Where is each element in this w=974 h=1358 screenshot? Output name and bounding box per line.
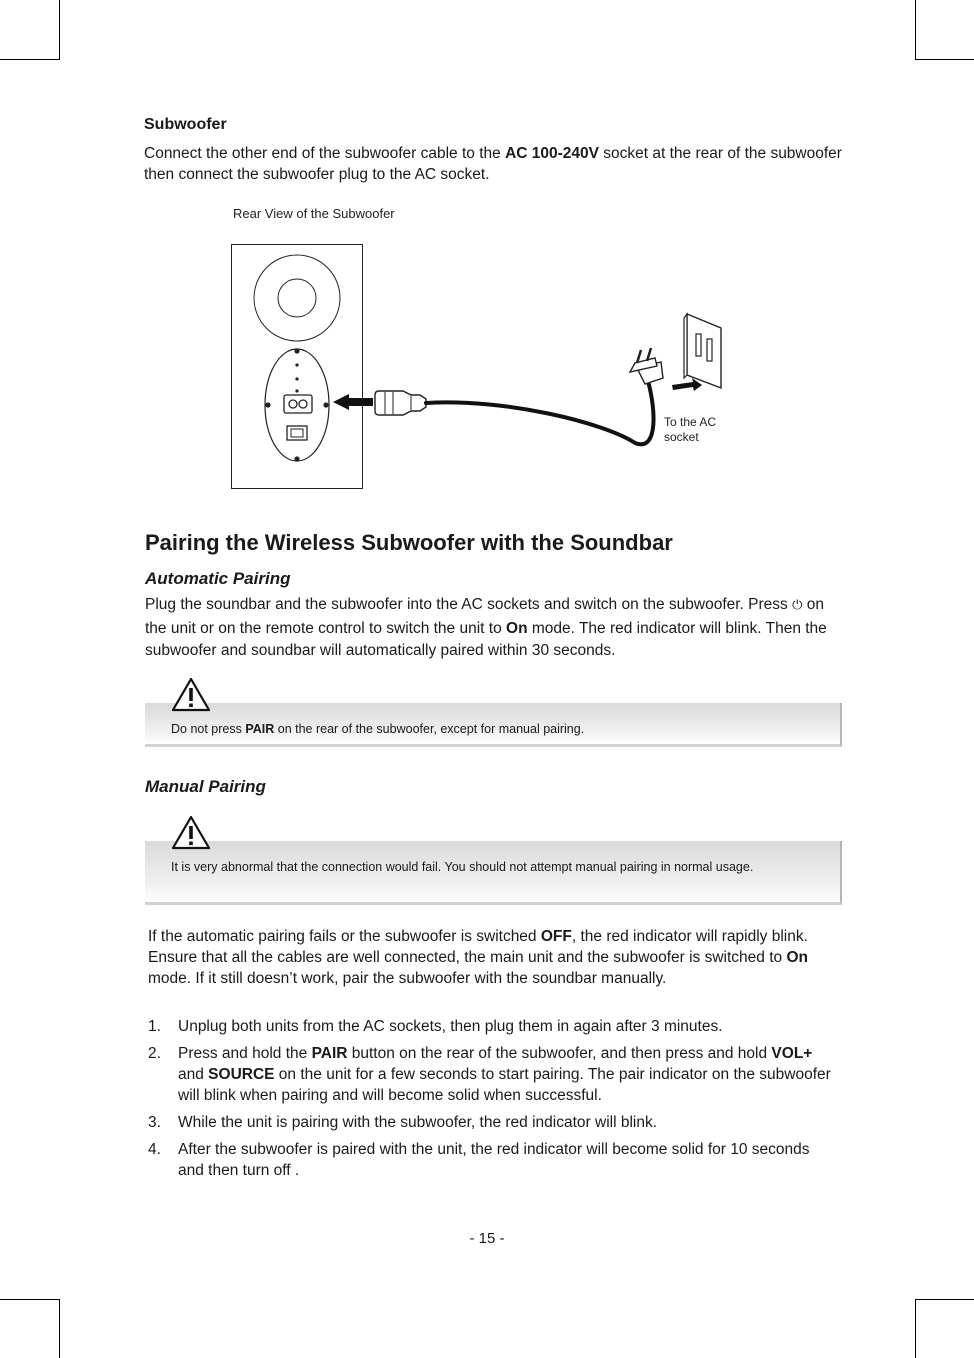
auto-note-text: [171, 720, 811, 738]
step-3: [148, 1112, 838, 1133]
manual-text-c: mode. If it still doesn’t work, pair the subwoofer with the soundbar manually.: [148, 970, 667, 987]
socket-slot-right: [707, 339, 712, 361]
screw-left: [265, 402, 270, 407]
screw-top: [294, 348, 299, 353]
subwoofer-connection-paragraph: [144, 143, 844, 185]
step-text-d: on the unit for a few seconds to start pairing. The pair indicator on the subwoofer will blink when pairing and will become solid when successful.: [178, 1066, 831, 1104]
on-mode-label: On: [506, 619, 528, 637]
page-number: - 15 -: [469, 1230, 505, 1247]
manual-steps-list: [148, 1016, 838, 1187]
crop-mark-bl-h: [0, 1299, 60, 1300]
step-number: 3.: [148, 1114, 161, 1131]
vol-plus-label: VOL+: [771, 1045, 813, 1062]
step-text: While the unit is pairing with the subwoofer, the red indicator will blink.: [178, 1114, 658, 1131]
manual-text-b: , the red indicator will rapidly blink. Ensure that all the cables are well connected, the main unit and the subwoofer is switched to: [148, 928, 808, 966]
socket-spec: AC 100-240V: [505, 145, 599, 162]
step-4: [148, 1139, 838, 1181]
indicator-led-2: [295, 377, 298, 380]
crop-mark-tl-v: [59, 0, 60, 60]
warning-icon: [171, 815, 211, 851]
figure-caption: Rear View of the Subwoofer: [233, 206, 395, 221]
screw-bottom: [294, 456, 299, 461]
power-switch-rocker: [291, 429, 303, 437]
crop-mark-tr-v: [915, 0, 916, 60]
step-text: After the subwoofer is paired with the unit, the red indicator will become solid for 10 seconds and then turn off .: [178, 1141, 810, 1179]
manual-pairing-paragraph: [148, 926, 838, 989]
pair-button-label: PAIR: [245, 722, 275, 736]
step-text-b: button on the rear of the subwoofer, and then press and hold: [347, 1045, 772, 1062]
crop-mark-br-h: [915, 1299, 974, 1300]
indicator-led-1: [295, 363, 298, 366]
power-icon: ⏻: [792, 598, 803, 613]
screw-right: [323, 402, 328, 407]
ac-inlet-pin-right: [299, 400, 307, 408]
manual-pairing-note: [145, 841, 842, 905]
subwoofer-heading: Subwoofer: [144, 116, 227, 133]
note-text-b: on the rear of the subwoofer, except for manual pairing.: [274, 722, 585, 736]
warning-icon: [171, 677, 211, 713]
crop-mark-tr-h: [915, 59, 974, 60]
automatic-pairing-heading: Automatic Pairing: [145, 569, 291, 588]
on-label: On: [786, 949, 808, 966]
step-number: 4.: [148, 1141, 161, 1158]
plug-in-arrow-icon: [672, 378, 702, 391]
subwoofer-rear-diagram: [225, 238, 745, 498]
socket-slot-left: [696, 334, 701, 356]
manual-pairing-heading: Manual Pairing: [145, 777, 266, 796]
crop-mark-br-v: [915, 1299, 916, 1358]
manual-text-a: If the automatic pairing fails or the subwoofer is switched: [148, 928, 541, 945]
ac-socket-label-line1: To the AC: [664, 415, 717, 429]
step-text-a: Press and hold the: [178, 1045, 312, 1062]
ac-socket-label-line2: socket: [664, 430, 699, 444]
source-label: SOURCE: [208, 1066, 275, 1083]
step-1: [148, 1016, 838, 1037]
speaker-port-inner: [278, 279, 316, 317]
power-cable: [426, 378, 654, 444]
note-text-a: Do not press: [171, 722, 246, 736]
auto-text-a: Plug the soundbar and the subwoofer into the AC sockets and switch on the subwoofer. Press: [145, 596, 793, 613]
iec-connector: [375, 391, 426, 415]
ac-inlet-pin-left: [289, 400, 297, 408]
step-number: 1.: [148, 1018, 161, 1035]
pair-label: PAIR: [311, 1045, 348, 1062]
crop-mark-tl-h: [0, 59, 60, 60]
indicator-led-3: [295, 389, 298, 392]
step-number: 2.: [148, 1045, 161, 1062]
auto-text-c: mode. The red indicator will blink. Then the subwoofer and soundbar will automatically paired within 30 seconds.: [145, 619, 827, 659]
manual-note-text: It is very abnormal that the connection would fail. You should not attempt manual pairing in normal usage.: [171, 860, 754, 874]
para1-text-a: Connect the other end of the subwoofer cable to the: [144, 145, 506, 162]
ac-inlet: [284, 395, 312, 413]
step-text-c: and: [178, 1066, 209, 1083]
para1-text-b: socket at the rear of the subwoofer then connect the subwoofer plug to the AC socket.: [144, 145, 842, 183]
off-label: OFF: [540, 928, 572, 945]
wall-socket-face: [684, 314, 687, 378]
automatic-pairing-paragraph: [145, 594, 845, 663]
crop-mark-bl-v: [59, 1299, 60, 1358]
auto-pairing-note: [145, 703, 842, 747]
step-2: [148, 1043, 838, 1106]
wall-socket: [687, 314, 721, 388]
pairing-heading: Pairing the Wireless Subwoofer with the Soundbar: [145, 530, 673, 555]
auto-text-b: on the unit or on the remote control to switch the unit to: [145, 596, 824, 637]
step-text: Unplug both units from the AC sockets, then plug them in again after 3 minutes.: [178, 1018, 723, 1035]
